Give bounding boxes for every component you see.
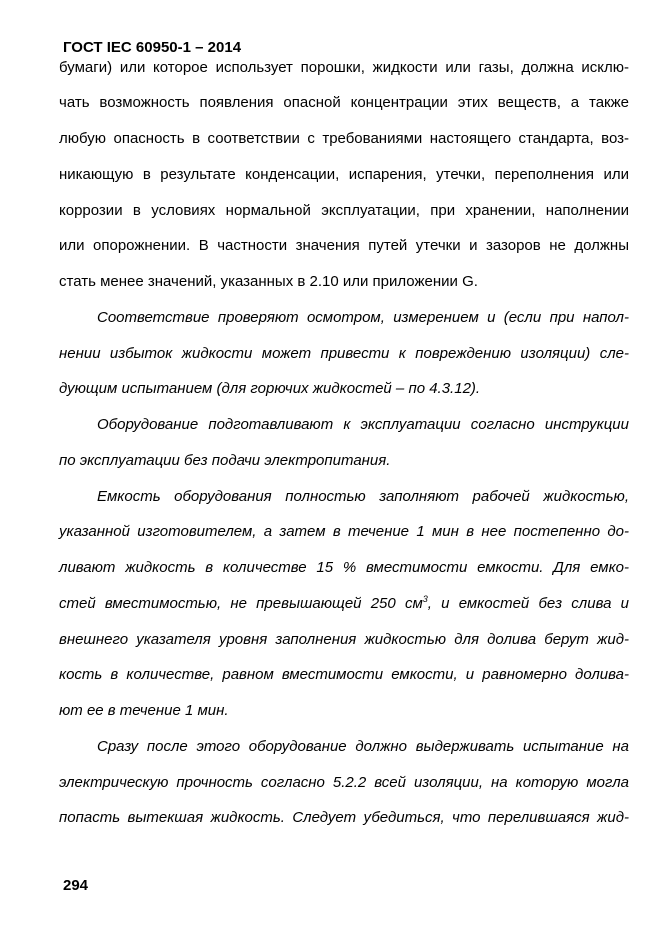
text-line: коррозии в условиях нормальной эксплуатации, при хранении, наполнении xyxy=(59,202,629,219)
text-line: чать возможность появления опасной концентрации этих веществ, а также xyxy=(59,94,629,111)
page-number: 294 xyxy=(63,877,89,894)
text-line: электрическую прочность согласно 5.2.2 всей изоляции, на которую могла xyxy=(59,774,629,791)
text-line: любую опасность в соответствии с требованиями настоящего стандарта, воз- xyxy=(59,130,629,147)
text-segment: , и емкостей без слива и xyxy=(427,595,629,612)
text-line: нении избыток жидкости может привести к повреждению изоляции) сле- xyxy=(59,345,629,362)
text-line: внешнего указателя уровня заполнения жидкостью для долива берут жид- xyxy=(59,631,629,648)
text-line: Емкость оборудования полностью заполняют рабочей жидкостью, xyxy=(97,488,629,505)
text-line: ливают жидкость в количестве 15 % вместимости емкости. Для емко- xyxy=(59,559,629,576)
text-line: указанной изготовителем, а затем в течение 1 мин в нее постепенно до- xyxy=(59,523,629,540)
text-line: ют ее в течение 1 мин. xyxy=(59,702,229,719)
text-line: Сразу после этого оборудование должно выдерживать испытание на xyxy=(97,738,629,755)
document-header: ГОСТ IEC 60950-1 – 2014 xyxy=(63,39,242,56)
text-line: или опорожнении. В частности значения путей утечки и зазоров не должны xyxy=(59,237,629,254)
text-line: Оборудование подготавливают к эксплуатации согласно инструкции xyxy=(97,416,629,433)
text-line: по эксплуатации без подачи электропитания. xyxy=(59,452,391,469)
text-line: Соответствие проверяют осмотром, измерением и (если при напол- xyxy=(97,309,629,326)
text-line xyxy=(59,595,629,617)
text-line: дующим испытанием (для горючих жидкостей – по 4.3.12). xyxy=(59,380,481,397)
superscript: 3 xyxy=(422,594,428,604)
text-line: попасть вытекшая жидкость. Следует убедиться, что перелившаяся жид- xyxy=(59,809,629,826)
text-line: кость в количестве, равном вместимости емкости, и равномерно долива- xyxy=(59,666,629,683)
text-line: бумаги) или которое использует порошки, жидкости или газы, должна исклю- xyxy=(59,59,629,76)
text-line: стать менее значений, указанных в 2.10 или приложении G. xyxy=(59,273,478,290)
text-line: никающую в результате конденсации, испарения, утечки, переполнения или xyxy=(59,166,629,183)
text-segment: стей вместимостью, не превышающей 250 см xyxy=(59,595,423,612)
